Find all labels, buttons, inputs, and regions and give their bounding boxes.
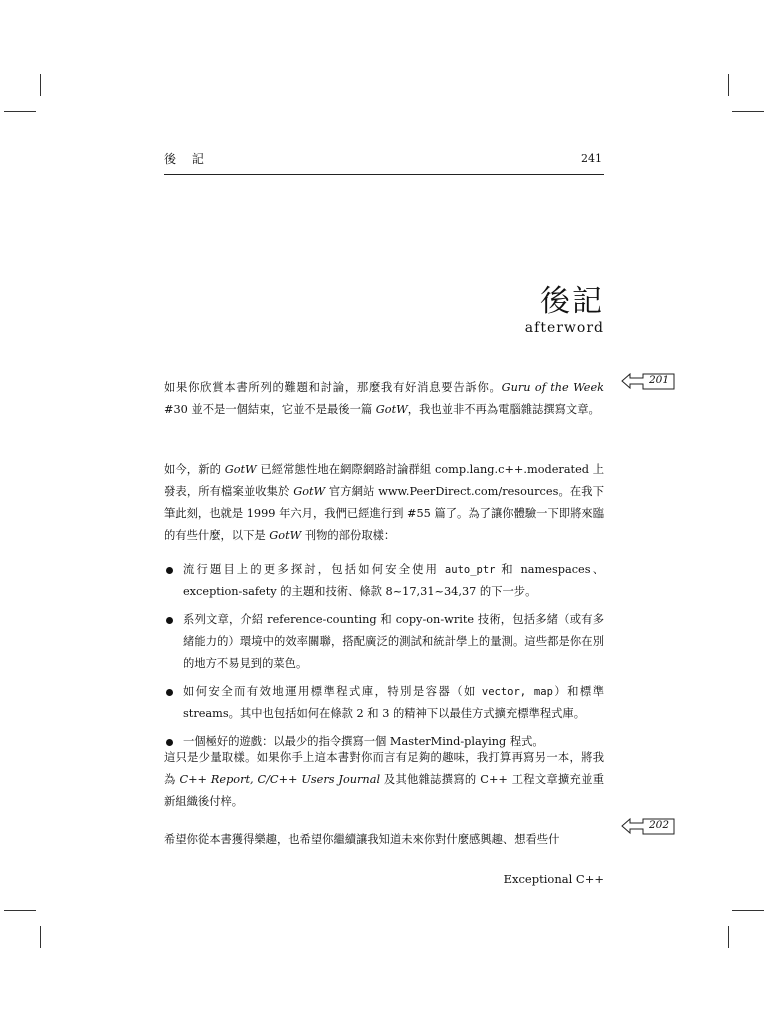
page-number: 241 [581, 152, 602, 165]
crop-mark [732, 111, 764, 112]
list-item: 一個極好的遊戲：以最少的指令撰寫一個 MasterMind-playing 程式。 [164, 731, 604, 753]
margin-marker [621, 816, 675, 836]
paragraph: 如果你欣賞本書所列的難題和討論，那麼我有好消息要告訴你。Guru of the Week #30 並不是一個結束，它並不是最後一篇 GotW，我也並非不再為電腦雜誌撰寫文章。 [164, 381, 604, 416]
marker-number: 202 [649, 819, 670, 831]
crop-mark [728, 74, 729, 96]
paragraph: 這只是少量取樣。如果你手上這本書對你而言有足夠的趣味，我打算再寫另一本，將我為 C++ Report, C/C++ Users Journal 及其他雜誌撰寫的 C++ 工程文章擴充並重新組織後付梓。 [164, 751, 604, 808]
crop-mark [40, 926, 41, 948]
running-header [164, 150, 604, 175]
list-item: 流行題目上的更多探討，包括如何安全使用 auto_ptr 和 namespaces、exception-safety 的主題和技術、條款 8~17,31~34,37 的下一步。 [164, 559, 604, 603]
chapter-subtitle: afterword [524, 320, 604, 336]
crop-mark [728, 926, 729, 948]
code-text: auto_ptr [444, 564, 496, 576]
chapter-title: 後記 [540, 284, 604, 319]
marker-number: 201 [649, 374, 670, 386]
crop-mark [4, 910, 36, 911]
bullet-list [164, 559, 604, 759]
paragraph: 如今，新的 GotW 已經常態性地在網際網路討論群組 comp.lang.c++.moderated 上發表，所有檔案並收集於 GotW 官方網站 www.PeerDirect.com/resources。在我下筆此刻，也就是 1999 年六月，我們已經進行到 #55 篇了。為了讓你體驗一下即將來臨的有些什麼，以下是 GotW 刊物的部份取樣： [164, 463, 604, 542]
running-header-title: 後 記 [164, 152, 210, 166]
paragraph: 希望你從本書獲得樂趣，也希望你繼續讓我知道未來你對什麼感興趣、想看些什 [164, 833, 560, 846]
list-item: 如何安全而有效地運用標準程式庫，特別是容器（如 vector, map）和標準 streams。其中也包括如何在條款 2 和 3 的精神下以最佳方式擴充標準程式庫。 [164, 681, 604, 725]
running-footer: Exceptional C++ [503, 872, 604, 886]
margin-marker [621, 371, 675, 391]
code-text: vector, map [481, 686, 553, 698]
list-item: 系列文章，介紹 reference-counting 和 copy-on-write 技術，包括多緒（或有多緒能力的）環境中的效率關聯，搭配廣泛的測試和統計學上的量測。這些都是你在別的地方不易見到的菜色。 [164, 609, 604, 675]
crop-mark [40, 74, 41, 96]
crop-mark [732, 910, 764, 911]
crop-mark [4, 111, 36, 112]
